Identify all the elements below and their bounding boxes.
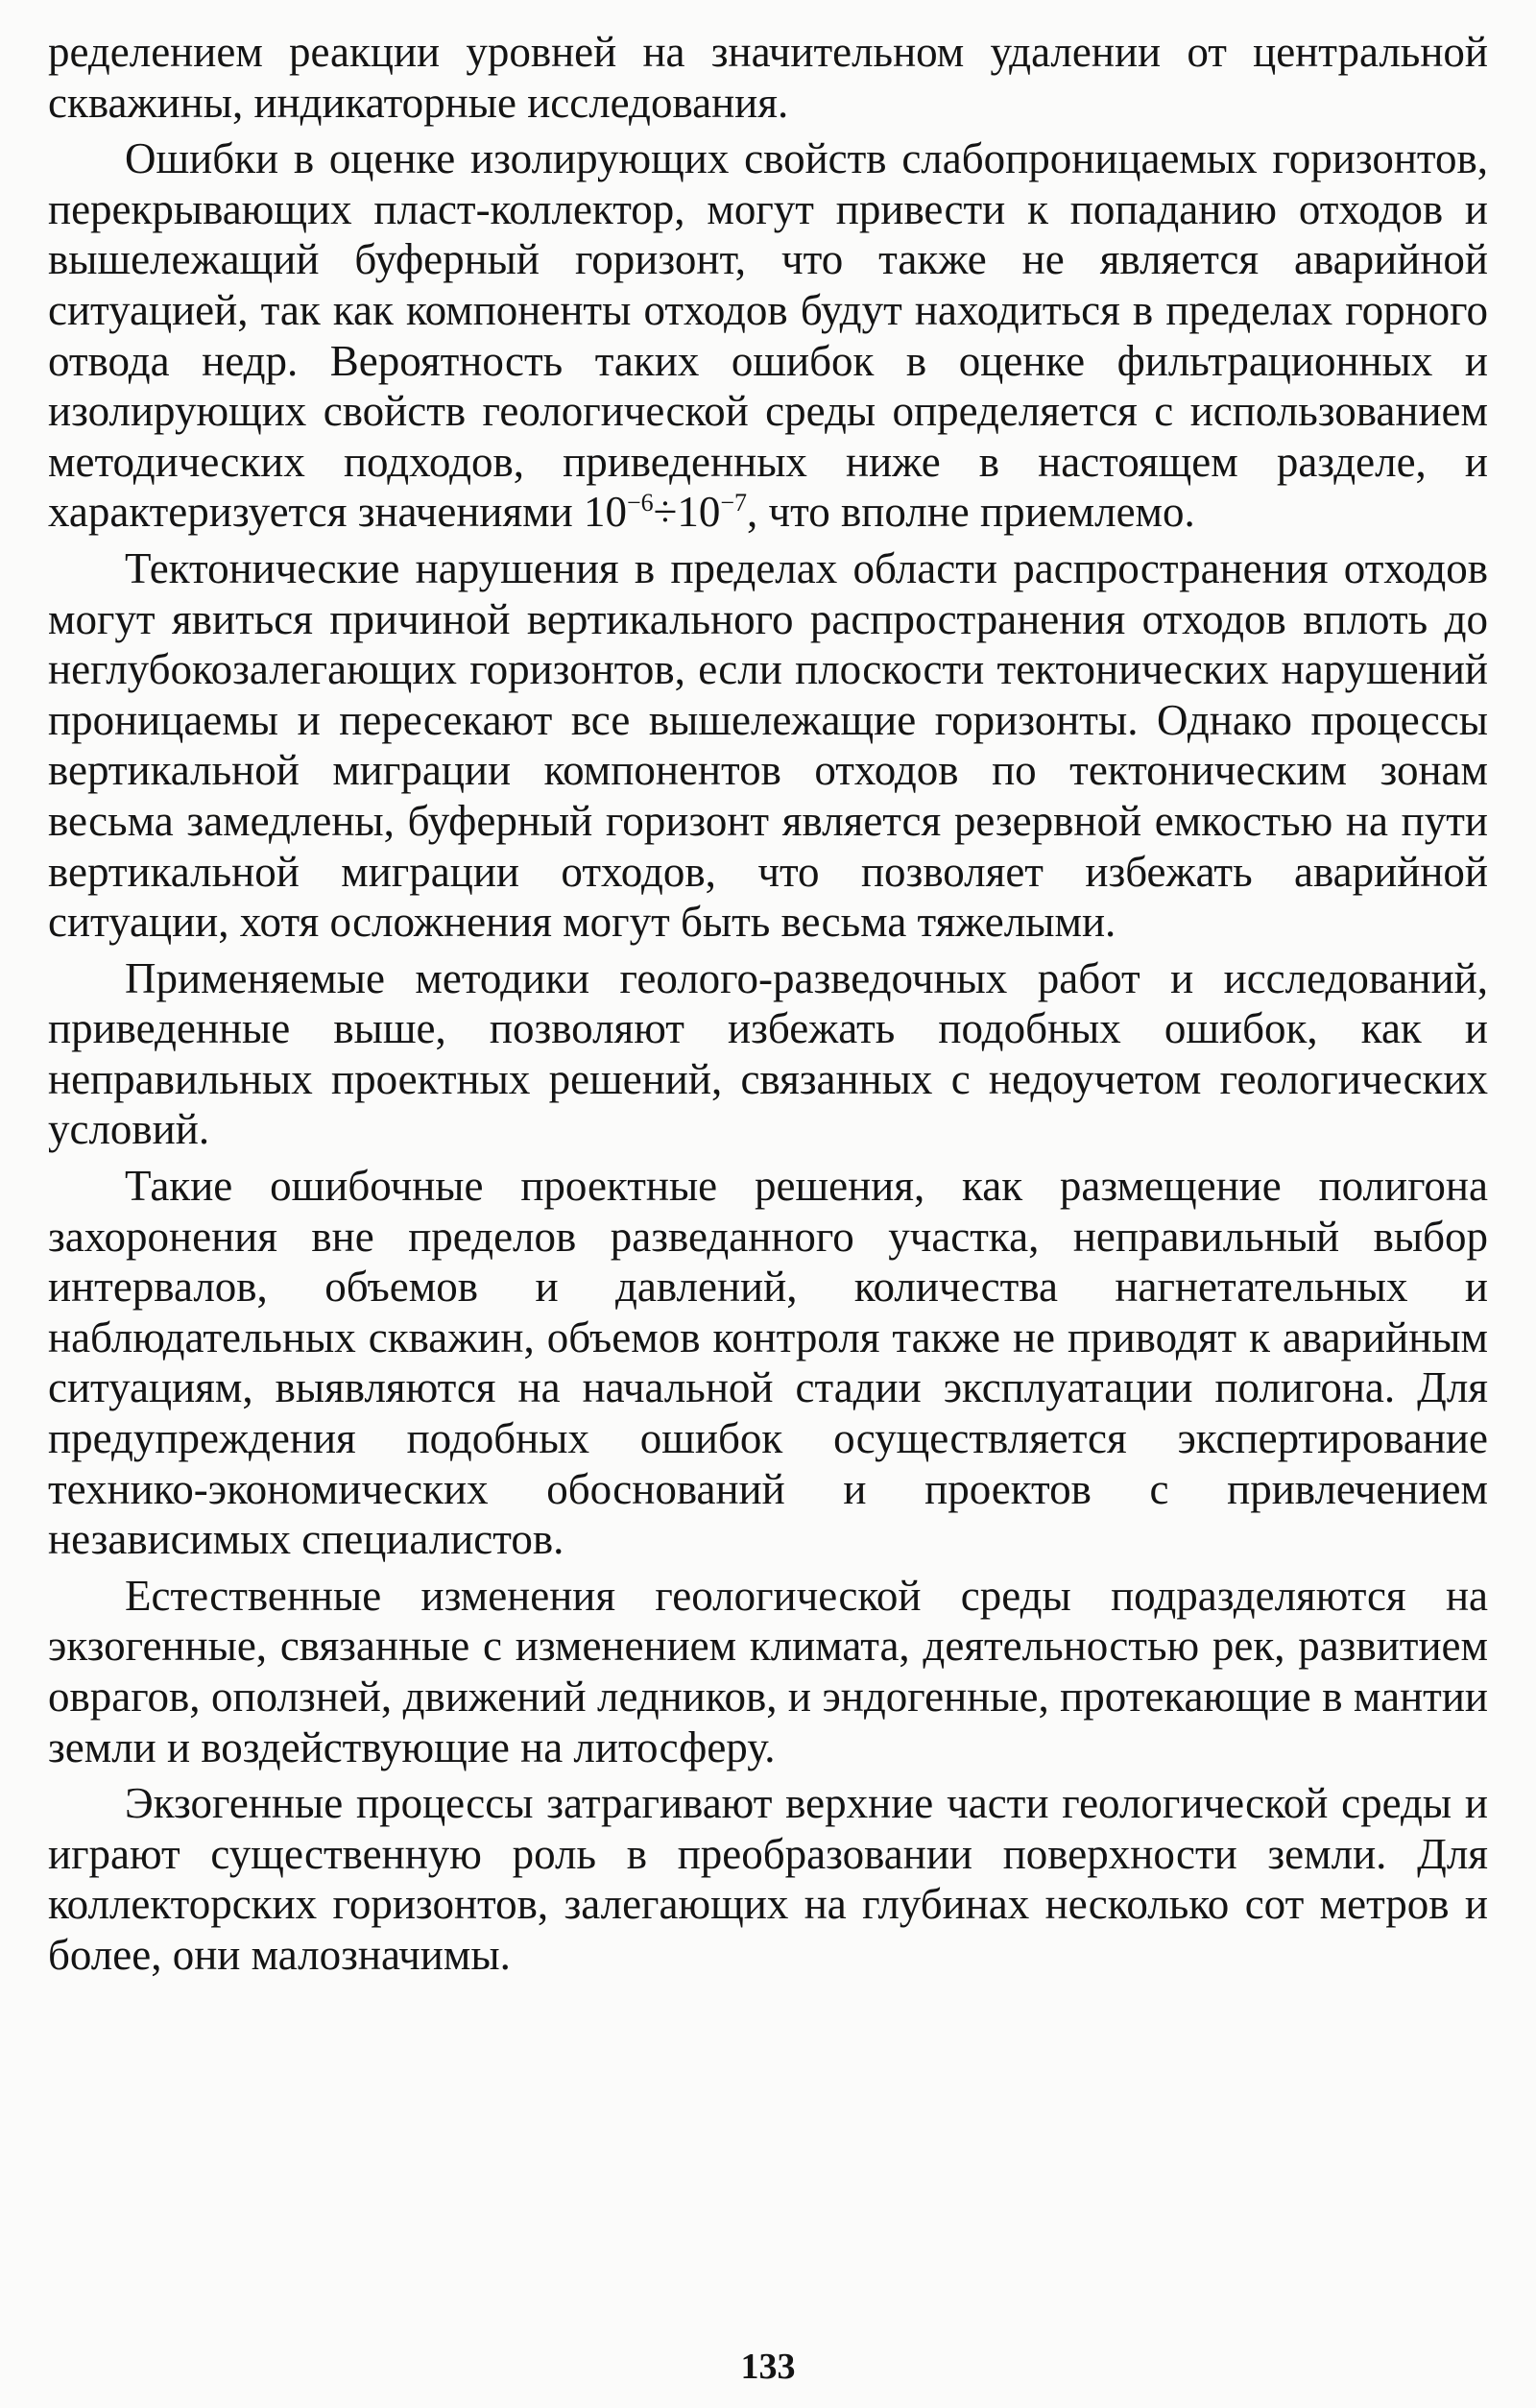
paragraph-tectonic: Тектонические нарушения в пределах области распространения отходов могут явиться причиной вертикального распространения отходов вплоть до неглубокозалегающих горизонтов, если плоскости тектонических нарушений проницаемы и пересекают все вышележащие горизонты. Однако процессы вертикальной миграции компонентов отходов по тектоническим зонам весьма замедлены, буферный горизонт является резервной емкостью на пути вертикальной миграции отходов, что позволяет избежать аварийной ситуации, хотя осложнения могут быть весьма тяжелыми. xyxy=(48,543,1488,947)
paragraph-text-tail: , что вполне приемлемо. xyxy=(747,488,1195,537)
paragraph-methods: Применяемые методики геолого-разведочных работ и исследований, приведенные выше, позволяют избежать подобных ошибок, как и неправильных проектных решений, связанных с недоучетом геологических условий. xyxy=(48,953,1488,1154)
paragraph-exogenous: Экзогенные процессы затрагивают верхние части геологической среды и играют существенную роль в преобразовании поверхности земли. Для коллекторских горизонтов, залегающих на глубинах несколько сот метров и более, они малозначимы. xyxy=(48,1779,1488,1979)
paragraph-design-errors: Такие ошибочные проектные решения, как размещение полигона захоронения вне пределов разведанного участка, неправильный выбор интервалов, объемов и давлений, количества нагнетательных и наблюдательных скважин, объемов контроля также не приводят к аварийным ситуациям, выявляются на начальной стадии эксплуатации полигона. Для предупреждения подобных ошибок осуществляется экспертирование технико-экономических обоснований и проектов с привлечением независимых специалистов. xyxy=(48,1162,1488,1564)
paragraph-continued: ределением реакции уровней на значительном удалении от центральной скважины, индикаторные исследования. xyxy=(48,28,1488,127)
paragraph-text: Ошибки в оценке изолирующих свойств слабопроницаемых горизонтов, перекрывающих пласт-коллектор, могут привести к попаданию отходов и вышележащий буферный горизонт, что также не является аварийной ситуацией, так как компоненты отходов будут находиться в пределах горного отвода недр. Вероятность таких ошибок в оценке фильтрационных и изолирующих свойств геологической среды определяется с использованием методических подходов, приведенных ниже в настоящем разделе, и характеризуется значениями xyxy=(48,134,1488,537)
paragraph-isolation-errors xyxy=(48,133,1488,538)
paragraph-natural-changes: Естественные изменения геологической среды подразделяются на экзогенные, связанные с изменением климата, деятельностью рек, развитием оврагов, оползней, движений ледников, и эндогенные, протекающие в мантии земли и воздействующие на литосферу. xyxy=(48,1571,1488,1771)
probability-formula: $10^{-6}\div 10^{-7}$ xyxy=(584,488,748,537)
body-text xyxy=(48,27,1488,1987)
page-number: 133 xyxy=(740,2347,796,2387)
